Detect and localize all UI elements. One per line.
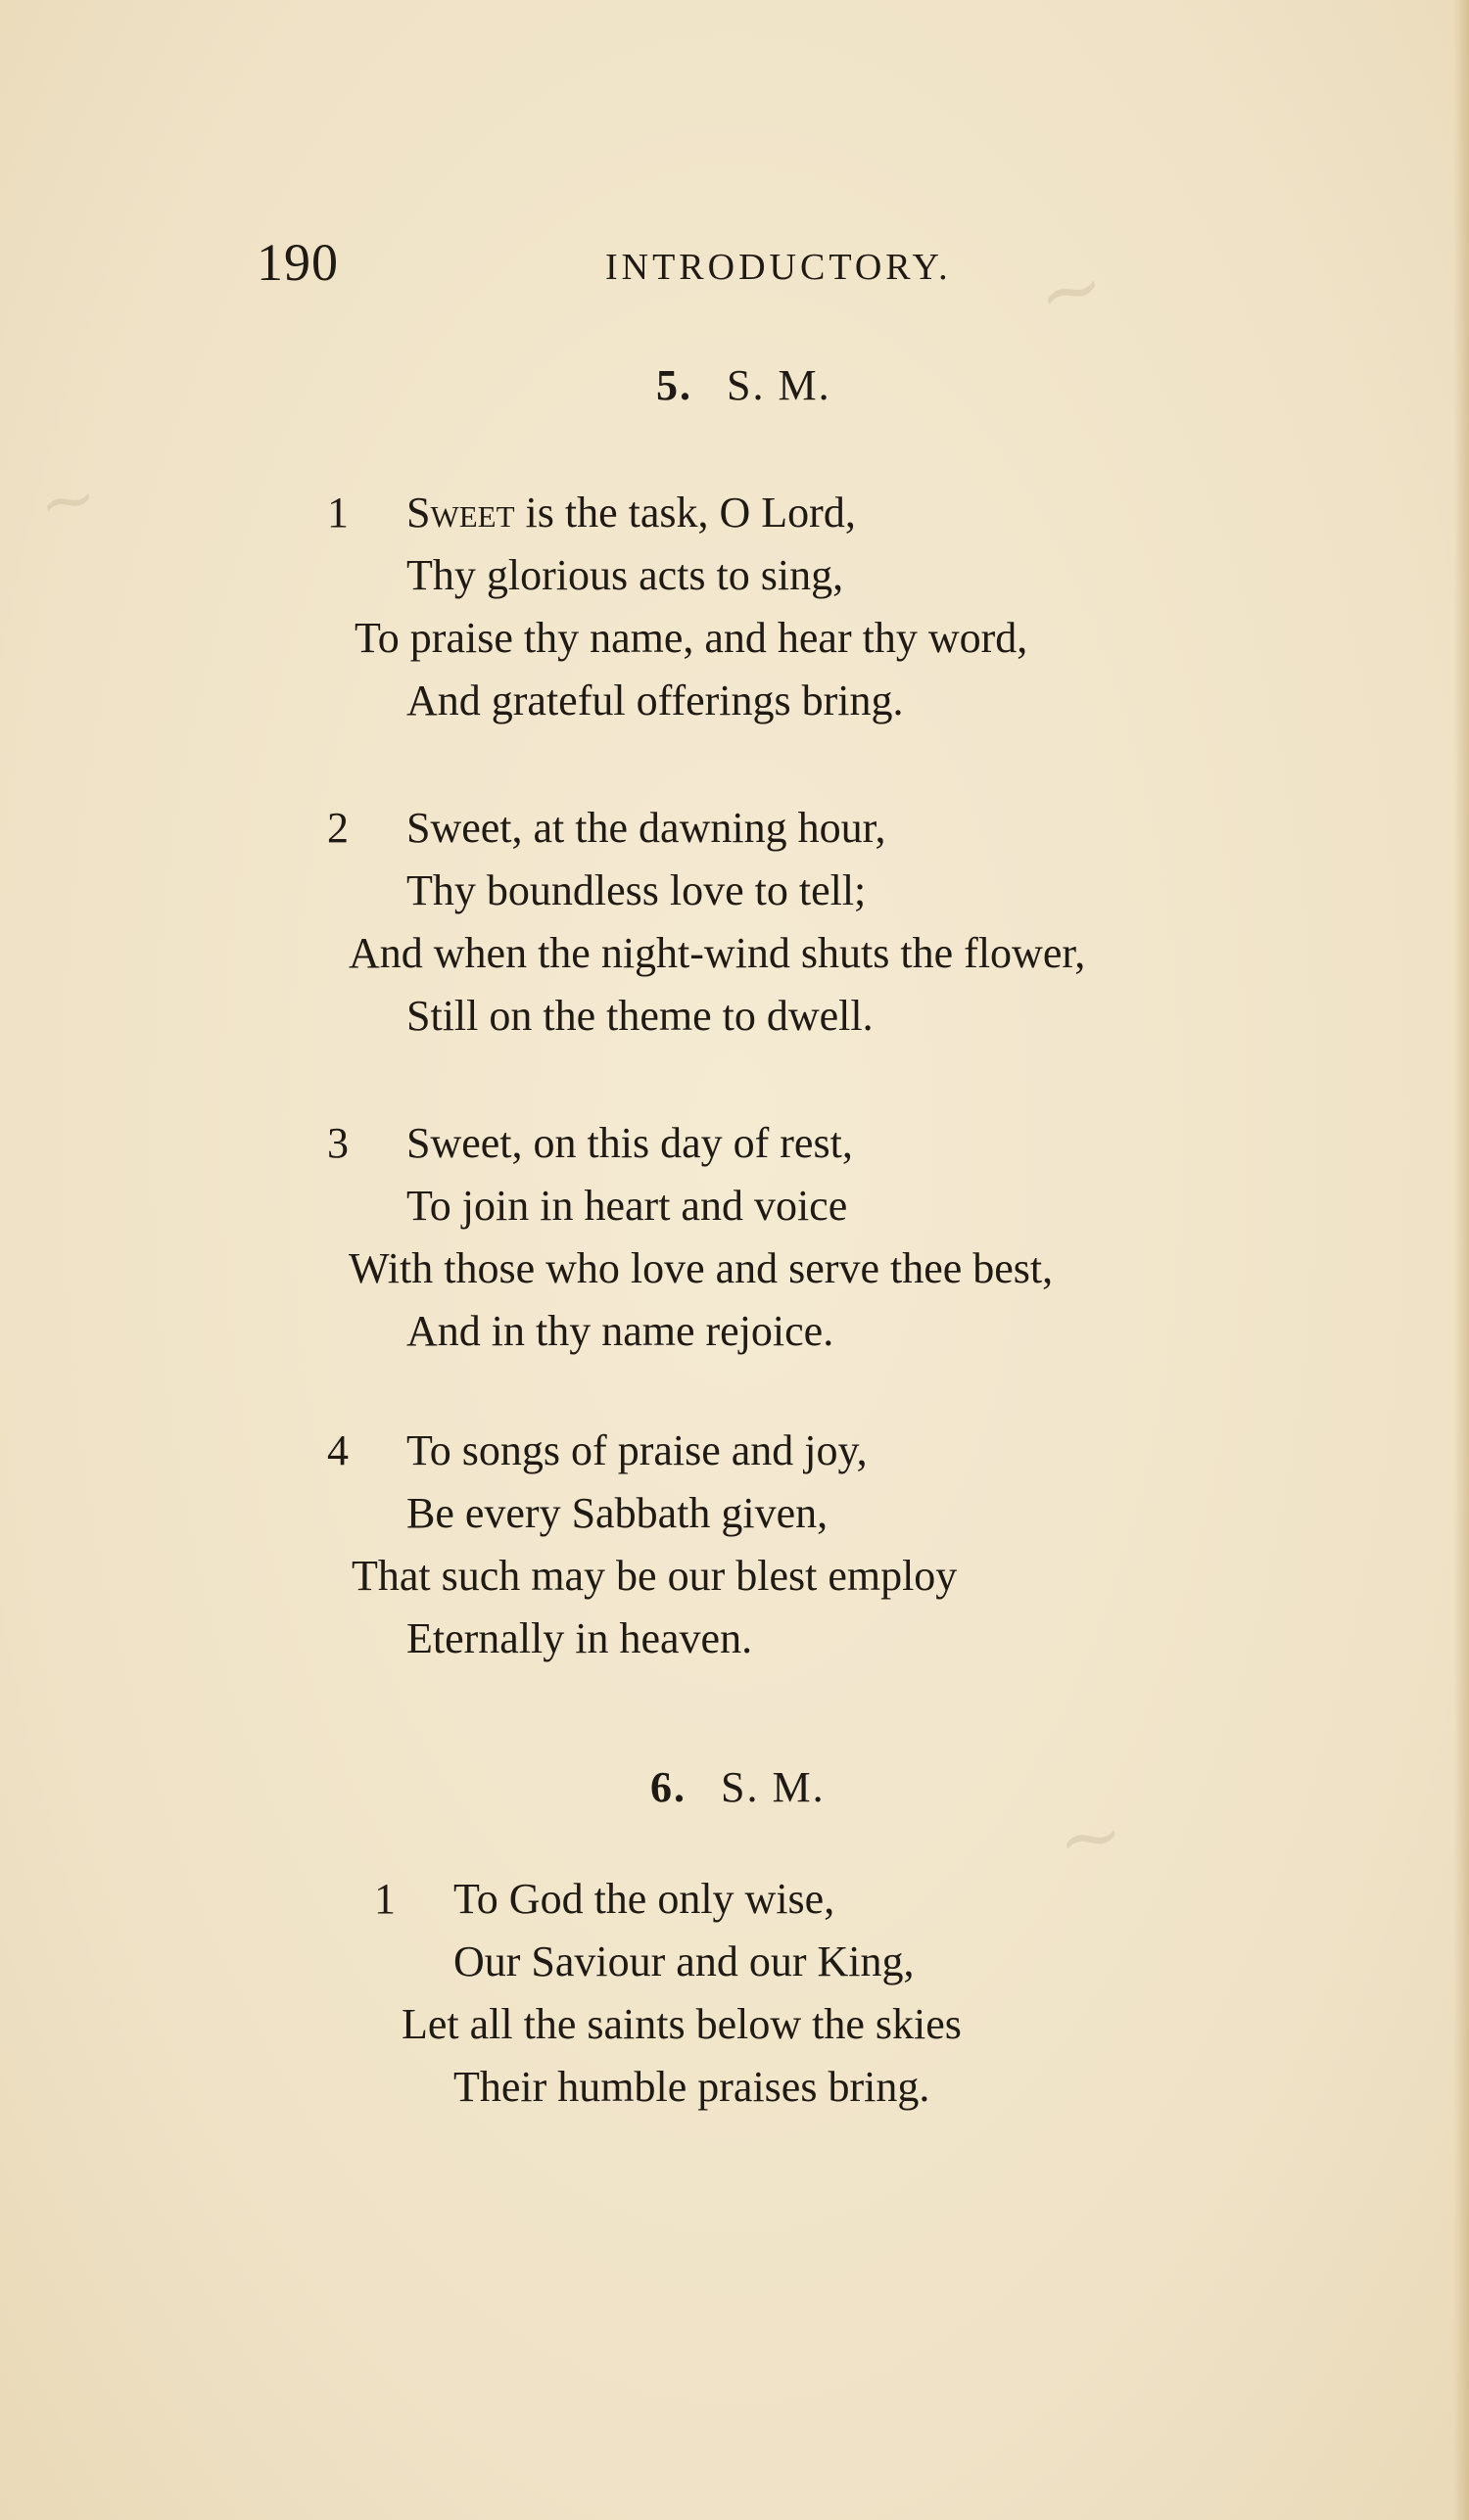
verse-line: To God the only wise, [453,1875,835,1923]
verse-line: Sweet is the task, O Lord, [406,489,856,537]
verse-line: And in thy name rejoice. [406,1307,834,1355]
verse-line: Still on the theme to dwell. [406,992,874,1040]
hymn-meter: S. M. [721,1763,826,1811]
pencil-mark: ~ [1051,1787,1130,1888]
verse-number: 3 [327,1119,349,1167]
pencil-mark: ~ [32,455,104,545]
running-title: INTRODUCTORY. [605,247,952,288]
hymn-number: 6. [650,1763,687,1811]
verse-number: 1 [374,1875,396,1923]
first-word: Sweet [406,489,515,537]
page-edge-shadow [1453,0,1469,2520]
verse-line: Be every Sabbath given, [406,1489,829,1537]
hymn-heading [656,360,831,411]
verse-line: Sweet, at the dawning hour, [406,804,886,852]
verse-number: 2 [327,804,349,852]
verse-line: To songs of praise and joy, [406,1426,868,1474]
verse-line: Eternally in heaven. [406,1614,753,1662]
verse-line: That such may be our blest employ [352,1552,958,1600]
verse-line: Thy boundless love to tell; [406,866,867,914]
verse-line: Thy glorious acts to sing, [406,551,844,599]
hymn-heading [650,1762,826,1813]
verse-line: Let all the saints below the skies [402,2000,962,2048]
verse-line: Our Saviour and our King, [453,1937,915,1985]
verse-line: And grateful offerings bring. [406,677,904,724]
verse-number: 4 [327,1426,349,1474]
pencil-mark: ~ [1027,238,1114,343]
verse-line: To praise thy name, and hear thy word, [355,614,1028,662]
verse-line: And when the night-wind shuts the flower, [349,929,1086,977]
verse-line: Sweet, on this day of rest, [406,1119,853,1167]
page-number: 190 [257,233,339,292]
verse-line: Their humble praises bring. [453,2063,930,2111]
hymn-meter: S. M. [727,361,831,409]
verse-line: To join in heart and voice [406,1182,848,1230]
hymn-number: 5. [656,361,692,409]
verse-line: With those who love and serve thee best, [349,1244,1054,1292]
verse-number: 1 [327,489,349,537]
